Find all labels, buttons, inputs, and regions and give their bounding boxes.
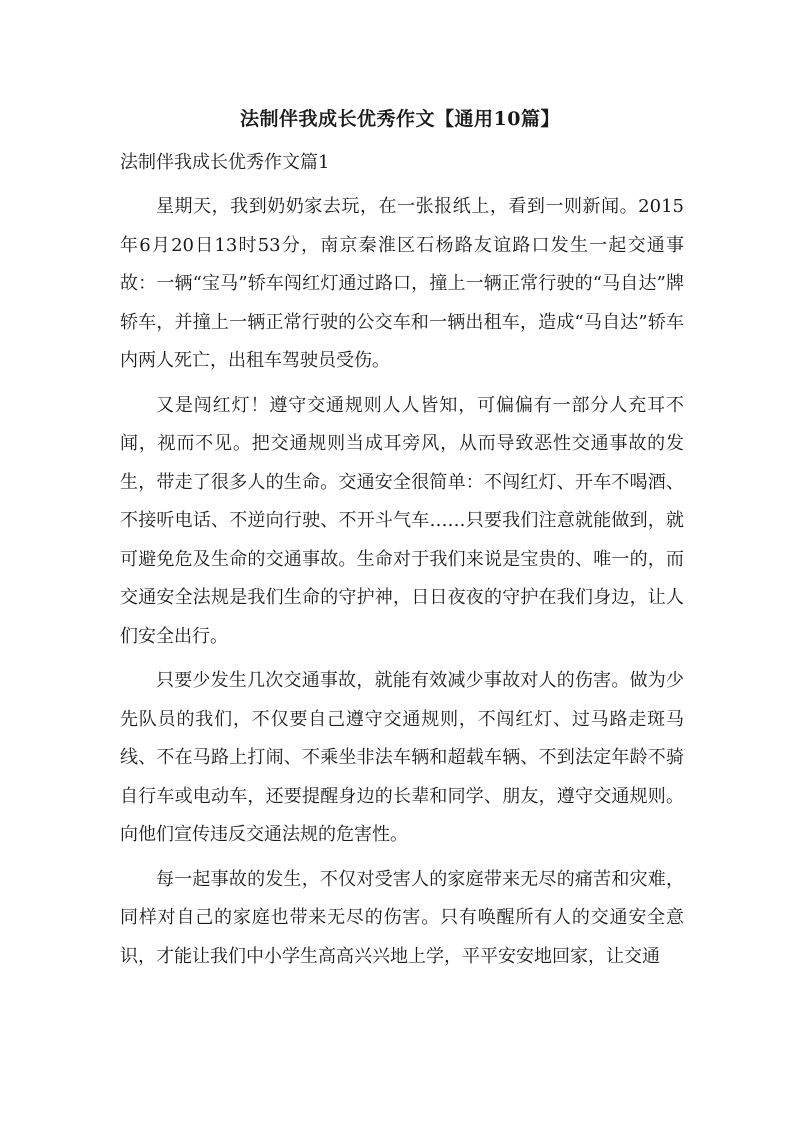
essay-body	[120, 188, 684, 982]
paragraph-4: 每一起事故的发生，不仅对受害人的家庭带来无尽的痛苦和灾难，同样对自己的家庭也带来无尽的伤害。只有唤醒所有人的交通安全意识，才能让我们中小学生高高兴兴地上学，平平安安地回家，让交通	[120, 868, 684, 967]
paragraph-3: 只要少发生几次交通事故，就能有效减少事故对人的伤害。做为少先队员的我们，不仅要自己遵守交通规则，不闯红灯、过马路走斑马线、不在马路上打闹、不乘坐非法车辆和超载车辆、不到法定年龄不骑自行车或电动车，还要提醒身边的长辈和同学、朋友，遵守交通规则。向他们宣传违反交通法规的危害性。	[120, 670, 684, 845]
section-heading: 法制伴我成长优秀作文篇1	[120, 152, 330, 173]
document-title: 法制伴我成长优秀作文【通用10篇】	[240, 108, 560, 130]
paragraph-2: 又是闯红灯！遵守交通规则人人皆知，可偏偏有一部分人充耳不闻，视而不见。把交通规则当成耳旁风，从而导致恶性交通事故的发生，带走了很多人的生命。交通安全很简单：不闯红灯、开车不喝酒、不接听电话、不逆向行驶、不开斗气车……只要我们注意就能做到，就可避免危及生命的交通事故。生命对于我们来说是宝贵的、唯一的，而交通安全法规是我们生命的守护神，日日夜夜的守护在我们身边，让人们安全出行。	[120, 394, 684, 647]
paragraph-1: 星期天，我到奶奶家去玩，在一张报纸上，看到一则新闻。2015年6月20日13时53分，南京秦淮区石杨路友谊路口发生一起交通事故：一辆“宝马”轿车闯红灯通过路口，撞上一辆正常行驶的“马自达”牌轿车，并撞上一辆正常行驶的公交车和一辆出租车，造成“马自达”轿车内两人死亡，出租车驾驶员受伤。	[120, 196, 684, 371]
